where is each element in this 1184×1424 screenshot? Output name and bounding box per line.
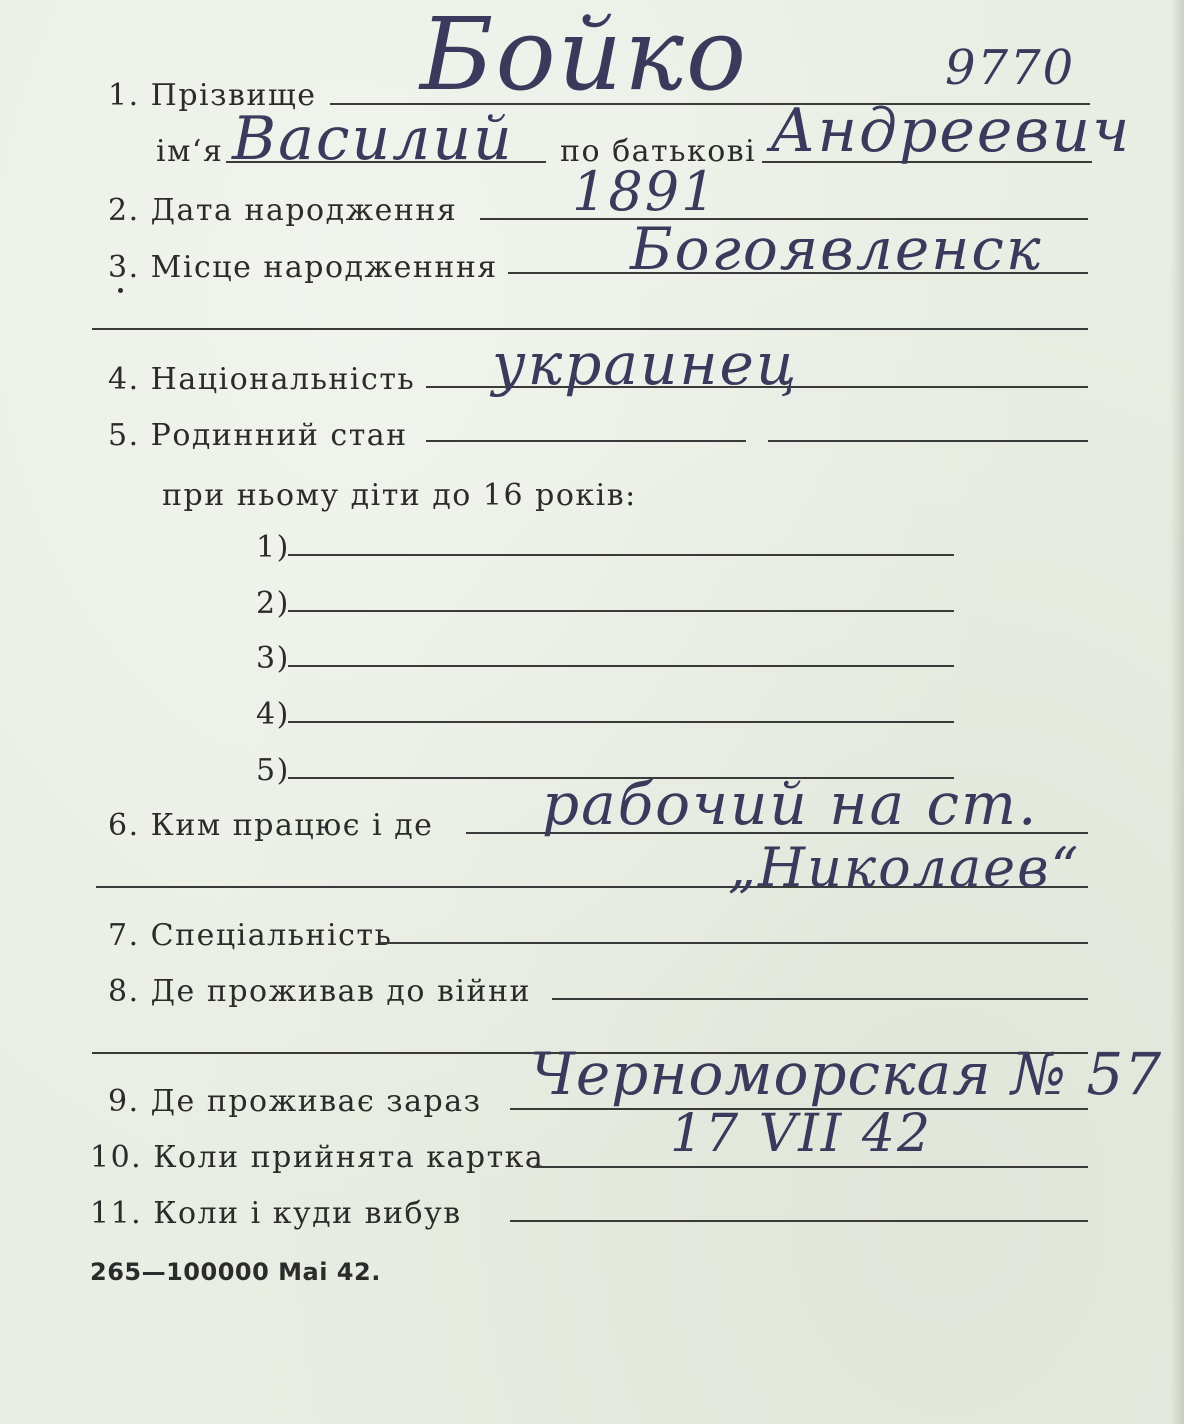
card-accepted-label: 10. Коли прийнята картка <box>90 1140 545 1175</box>
birth-place-value: Богоявленск <box>630 215 1043 283</box>
card-accepted-value: 17 VII 42 <box>670 1104 933 1164</box>
marital-status-label: 5. Родинний стан <box>108 418 408 453</box>
departure-label: 11. Коли і куди вибув <box>90 1196 462 1231</box>
marital-status-line-2 <box>768 440 1088 442</box>
nationality-label: 4. Національність <box>108 362 416 397</box>
prewar-residence-label: 8. Де проживав до війни <box>108 974 531 1009</box>
first-name-label: ім‘я <box>156 134 224 169</box>
occupation-value-line2: „Николаев“ <box>728 836 1081 899</box>
birth-date-value: 1891 <box>572 160 718 223</box>
occupation-value: рабочий на ст. <box>542 770 1039 838</box>
card-accepted-line <box>532 1166 1088 1168</box>
children-heading: при ньому діти до 16 років: <box>162 478 637 513</box>
print-code: 265—100000 Mai 42. <box>90 1258 381 1286</box>
patronymic-value: Андреевич <box>770 96 1132 166</box>
child-3-line <box>288 665 954 667</box>
patronymic-label: по батькові <box>560 134 757 169</box>
child-2-line <box>288 610 954 612</box>
specialty-label: 7. Спеціальність <box>108 918 393 953</box>
child-4-label: 4) <box>256 697 290 732</box>
birth-place-label: 3. Місце народженння <box>108 250 498 285</box>
first-name-value: Василий <box>232 104 514 174</box>
specialty-line <box>380 942 1088 944</box>
child-1-label: 1) <box>256 530 290 565</box>
child-4-line <box>288 721 954 723</box>
child-1-line <box>288 554 954 556</box>
occupation-label: 6. Ким працює і де <box>108 808 434 843</box>
current-residence-label: 9. Де проживає зараз <box>108 1084 482 1119</box>
child-3-label: 3) <box>256 641 290 676</box>
surname-value: Бойко <box>420 0 749 113</box>
child-2-label: 2) <box>256 586 290 621</box>
current-residence-value: Черноморская № 57 <box>530 1040 1163 1108</box>
prewar-residence-line <box>552 998 1088 1000</box>
card-number: 9770 <box>945 40 1076 96</box>
marital-status-line-1 <box>426 440 746 442</box>
child-5-label: 5) <box>256 753 290 788</box>
birth-date-label: 2. Дата народження <box>108 193 458 228</box>
page-edge-shadow <box>1170 0 1184 1424</box>
stray-dot <box>118 288 123 293</box>
departure-line <box>510 1220 1088 1222</box>
surname-label: 1. Прізвище <box>108 78 317 113</box>
nationality-value: украинец <box>492 330 799 398</box>
